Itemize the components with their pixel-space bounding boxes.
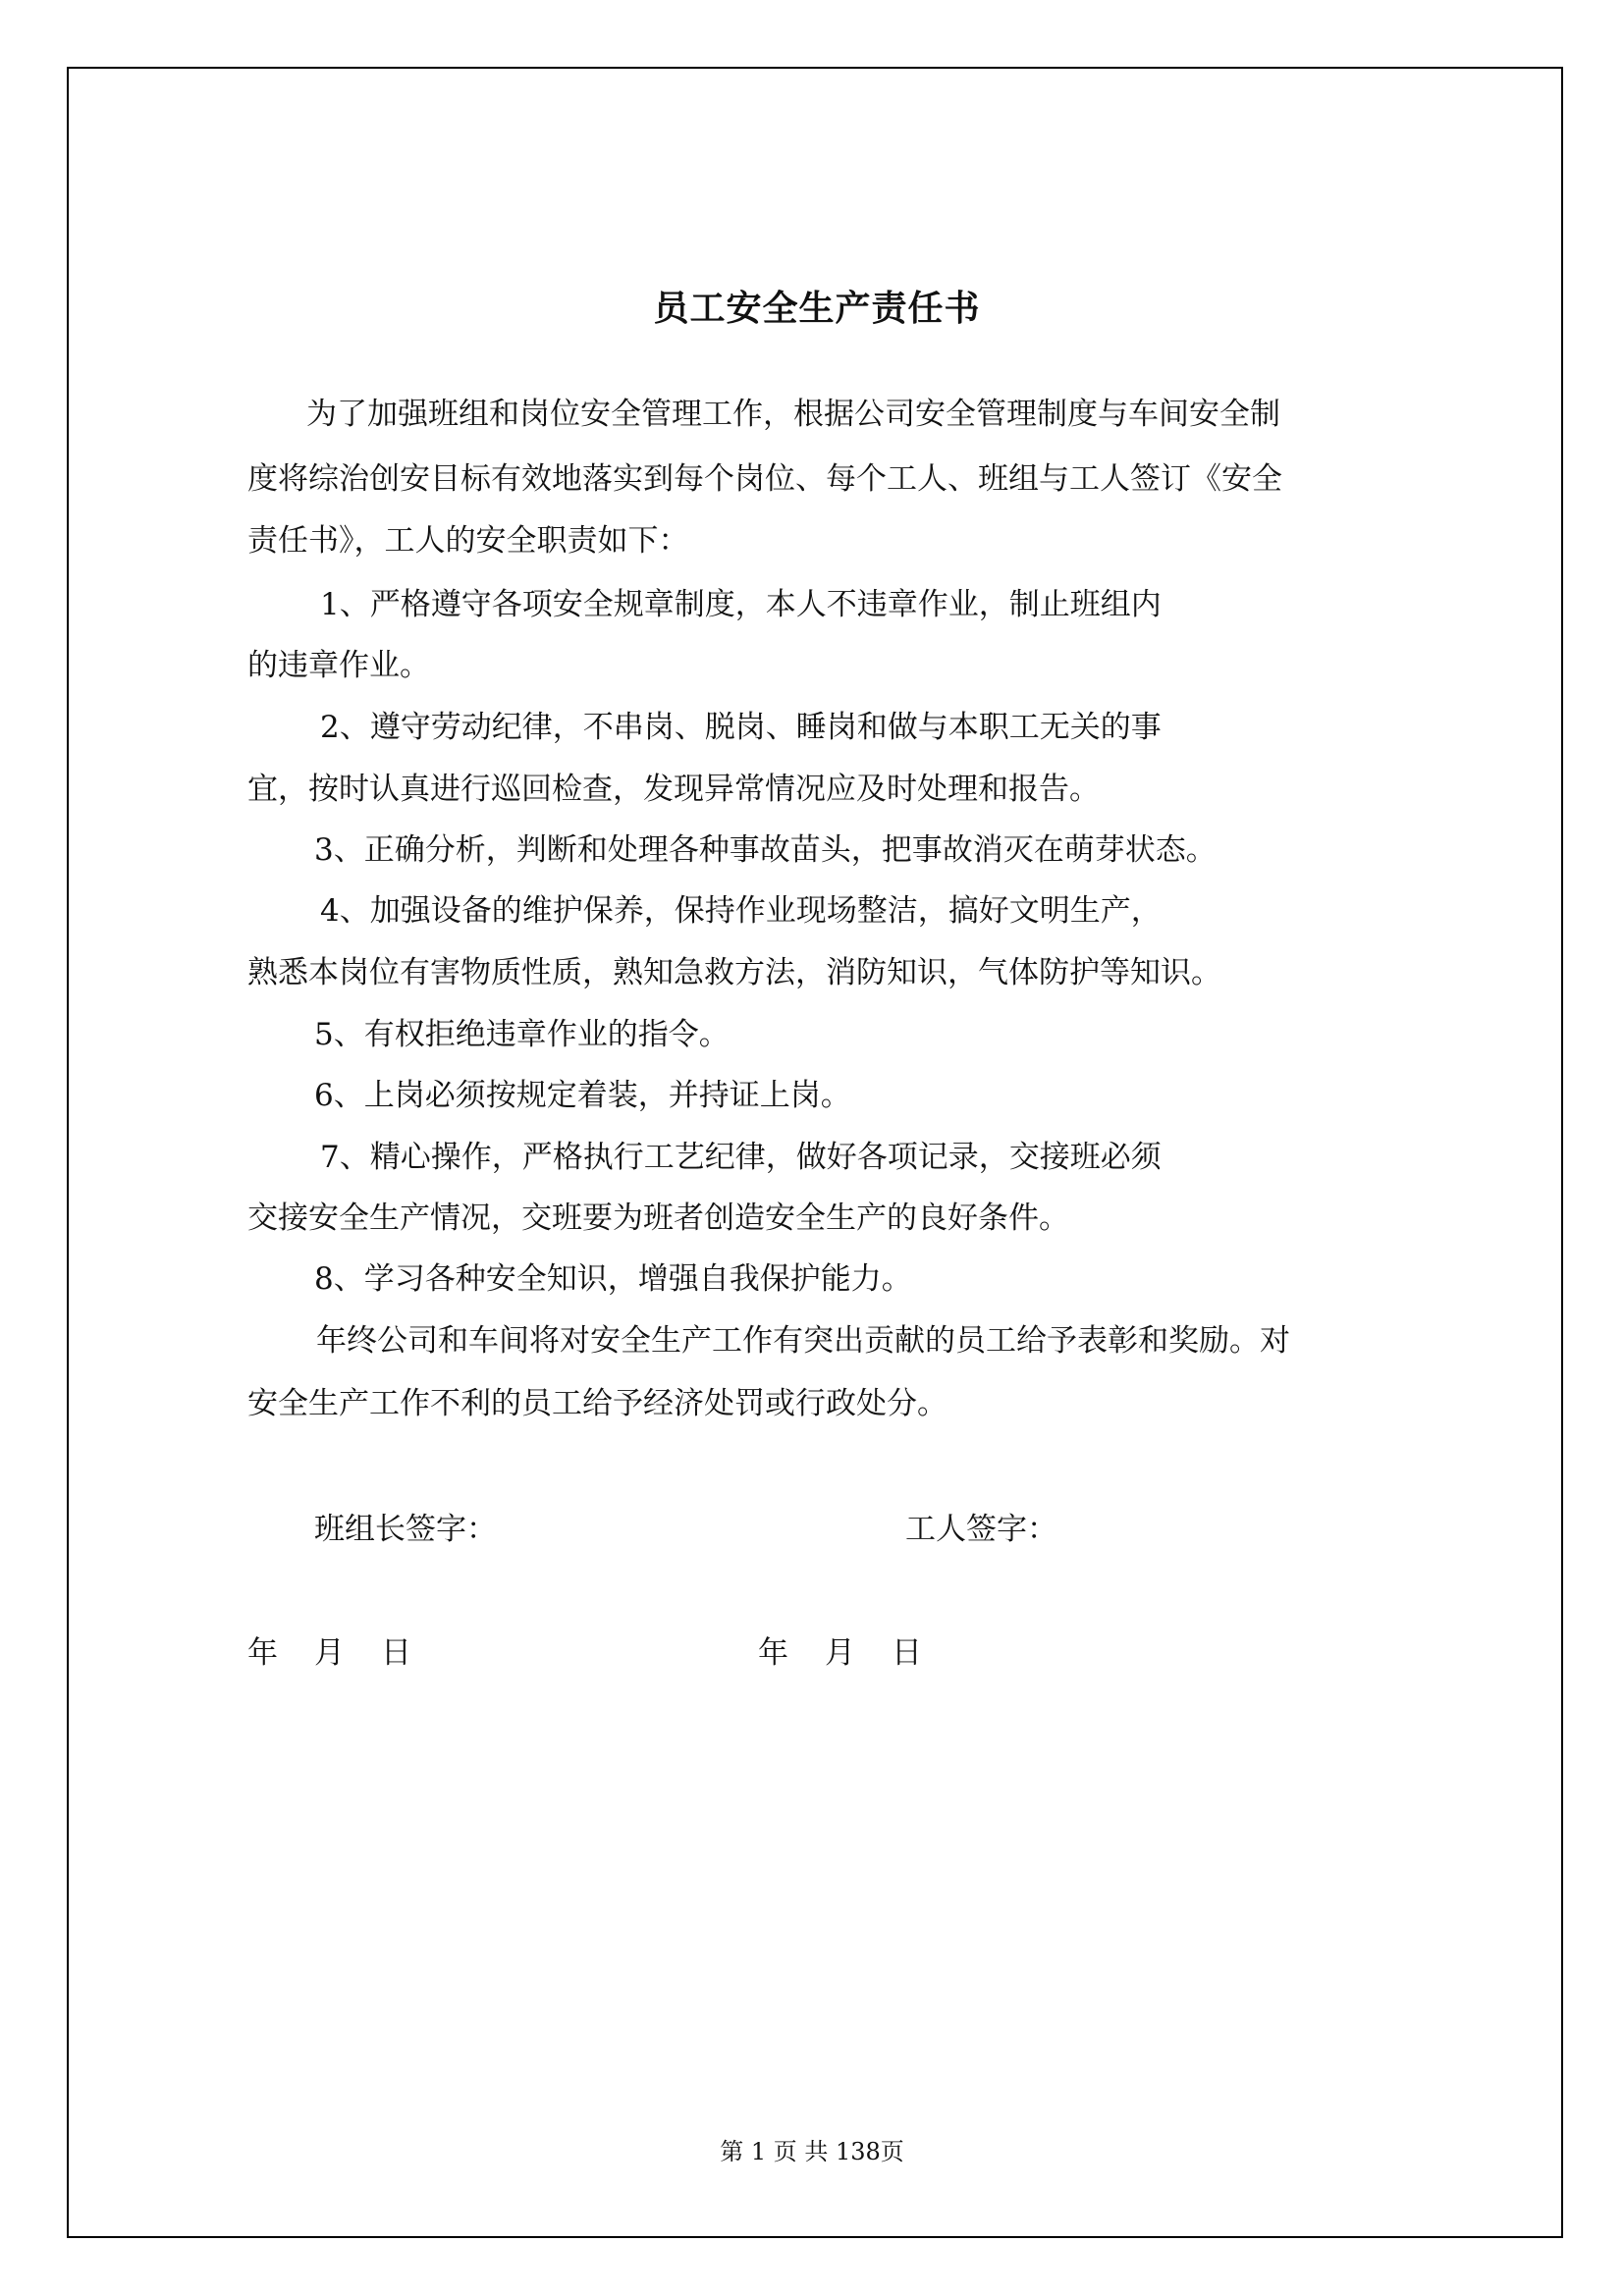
duty-item-6: 6、上岗必须按规定着装，并持证上岗。 [314, 1078, 851, 1113]
closing-paragraph-continued: 安全生产工作不利的员工给予经济处罚或行政处分。 [247, 1386, 947, 1421]
team-leader-signature-label: 班组长签字： [314, 1512, 497, 1547]
paragraph-line: 责任书》，工人的安全职责如下： [247, 523, 689, 559]
worker-date-day: 日 [892, 1635, 922, 1671]
paragraph-line: 为了加强班组和岗位安全管理工作，根据公司安全管理制度与车间安全制 [306, 397, 1280, 432]
duty-item-8: 8、学习各种安全知识，增强自我保护能力。 [314, 1261, 912, 1297]
duty-item-1-continued: 的违章作业。 [247, 648, 430, 683]
leader-date-day: 日 [381, 1635, 411, 1671]
worker-date-year: 年 [758, 1635, 788, 1671]
document-title: 员工安全生产责任书 [653, 288, 981, 329]
duty-item-2-continued: 宜，按时认真进行巡回检查，发现异常情况应及时处理和报告。 [247, 772, 1100, 807]
leader-date-month: 月 [314, 1635, 345, 1671]
worker-signature-label: 工人签字： [905, 1512, 1057, 1547]
duty-item-1: 1、严格遵守各项安全规章制度，本人不违章作业，制止班组内 [320, 587, 1162, 622]
duty-item-4-continued: 熟悉本岗位有害物质性质，熟知急救方法，消防知识，气体防护等知识。 [247, 955, 1221, 990]
duty-item-5: 5、有权拒绝违章作业的指令。 [314, 1017, 730, 1052]
leader-date-year: 年 [247, 1635, 278, 1671]
page-number-footer: 第 1 页 共 138页 [720, 2138, 904, 2165]
duty-item-4: 4、加强设备的维护保养，保持作业现场整洁，搞好文明生产， [320, 893, 1162, 929]
duty-item-3: 3、正确分析，判断和处理各种事故苗头，把事故消灭在萌芽状态。 [314, 832, 1217, 868]
closing-paragraph: 年终公司和车间将对安全生产工作有突出贡献的员工给予表彰和奖励。对 [316, 1323, 1290, 1359]
worker-date-month: 月 [825, 1635, 855, 1671]
duty-item-7: 7、精心操作，严格执行工艺纪律，做好各项记录，交接班必须 [320, 1140, 1162, 1175]
duty-item-7-continued: 交接安全生产情况，交班要为班者创造安全生产的良好条件。 [247, 1201, 1069, 1236]
paragraph-line: 度将综治创安目标有效地落实到每个岗位、每个工人、班组与工人签订《安全 [247, 461, 1282, 497]
duty-item-2: 2、遵守劳动纪律，不串岗、脱岗、睡岗和做与本职工无关的事 [320, 710, 1162, 745]
